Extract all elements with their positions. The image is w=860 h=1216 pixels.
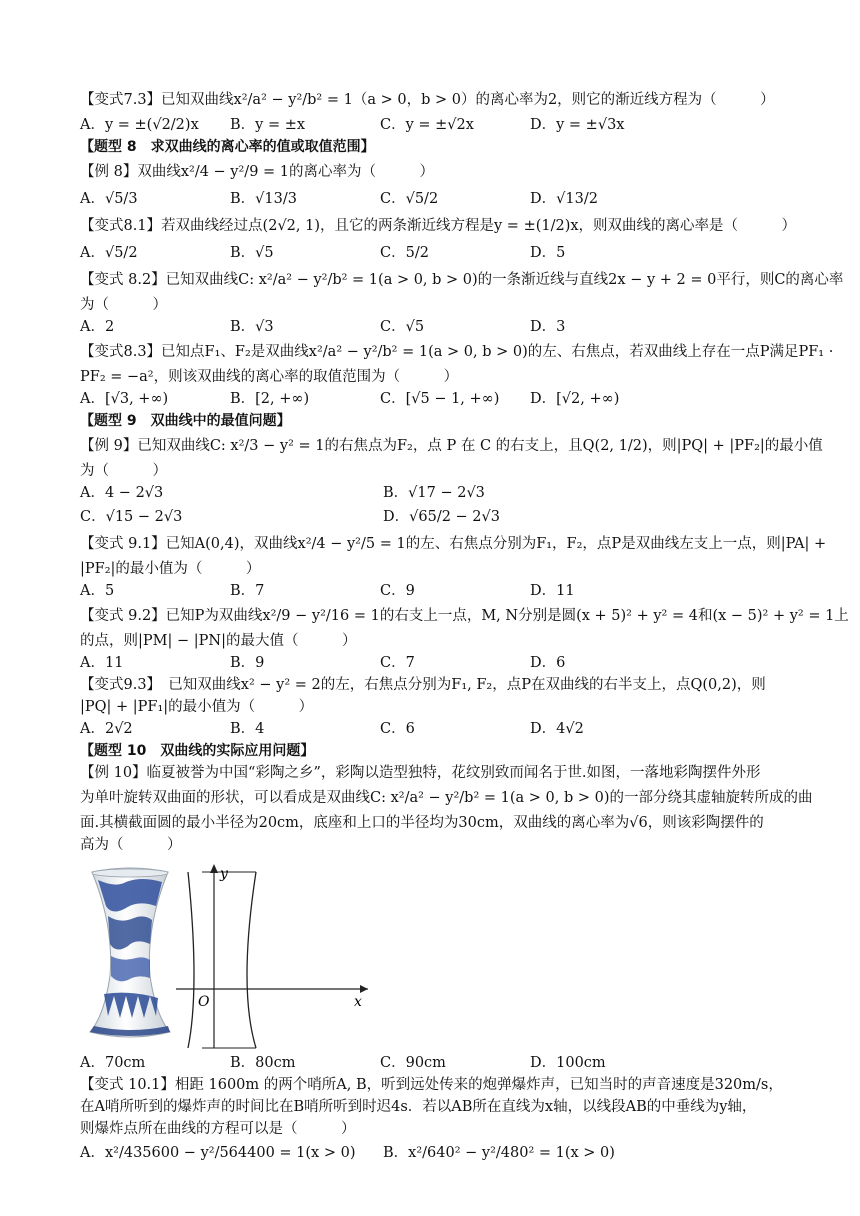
left-branch xyxy=(188,872,194,1048)
options-v8-2 xyxy=(80,316,780,338)
option-d: D．4√2 xyxy=(530,721,584,737)
question-v8-3-line2: PF₂ = −a²，则该双曲线的离心率的取值范围为（ ） xyxy=(80,369,459,385)
options-v9-2 xyxy=(80,652,780,674)
option-b: B．x²/640² − y²/480² = 1(x > 0) xyxy=(383,1145,615,1161)
axis-x-label: x xyxy=(354,994,362,1010)
option-d: D．√13/2 xyxy=(530,191,598,207)
option-d: D．y = ±√3x xyxy=(530,117,625,133)
option-a: A．[√3, +∞) xyxy=(80,391,169,407)
section-heading-9: 【题型 9 双曲线中的最值问题】 xyxy=(80,413,291,429)
option-b: B．√5 xyxy=(230,245,274,261)
option-b: B．80cm xyxy=(230,1055,296,1071)
question-v7-3: 【变式7.3】已知双曲线x²/a² − y²/b² = 1（a > 0，b > 0）的离心率为2，则它的渐近线方程为（ ） xyxy=(80,92,775,108)
options-v10-1 xyxy=(80,1140,780,1166)
question-e8: 【例 8】双曲线x²/4 − y²/9 = 1的离心率为（ ） xyxy=(80,164,435,180)
option-b: B．√13/3 xyxy=(230,191,297,207)
question-e10-line4: 高为（ ） xyxy=(80,837,182,853)
option-a: A．√5/2 xyxy=(80,245,138,261)
question-e10-line2: 为单叶旋转双曲面的形状，可以看成是双曲线C: x²/a² − y²/b² = 1(a > 0, b > 0)的一部分绕其虚轴旋转所成的曲 xyxy=(80,790,813,806)
option-b: B．7 xyxy=(230,583,265,599)
question-v9-2-line2: 的点，则|PM| − |PN|的最大值（ ） xyxy=(80,633,357,649)
option-c: C．√5 xyxy=(380,319,425,335)
option-d: D．3 xyxy=(530,319,566,335)
option-b: B．[2, +∞) xyxy=(230,391,310,407)
option-d: D．√65/2 − 2√3 xyxy=(383,509,500,525)
options-v8-1 xyxy=(80,240,780,266)
option-a: A．√5/3 xyxy=(80,191,138,207)
hyperbola-graph xyxy=(176,862,372,1052)
section-heading-10: 【题型 10 双曲线的实际应用问题】 xyxy=(80,743,315,759)
question-e9-line2: 为（ ） xyxy=(80,463,167,479)
question-v9-2-line1: 【变式 9.2】已知P为双曲线x²/9 − y²/16 = 1的右支上一点，M, N分别是圆(x + 5)² + y² = 4和(x − 5)² + y² = 1上 xyxy=(80,608,849,624)
option-c: C．y = ±√2x xyxy=(380,117,474,133)
question-v9-3-line2: |PQ| + |PF₁|的最小值为（ ） xyxy=(80,699,314,715)
option-c: C．6 xyxy=(380,721,415,737)
question-v8-1: 【变式8.1】若双曲线经过点(2√2, 1)，且它的两条渐近线方程是y = ±(1/2)x，则双曲线的离心率是（ ） xyxy=(80,218,797,234)
figure-row xyxy=(80,862,780,1052)
option-b: B．9 xyxy=(230,655,265,671)
option-c: C．90cm xyxy=(380,1055,446,1071)
option-a: A．x²/435600 − y²/564400 = 1(x > 0) xyxy=(80,1145,356,1161)
option-a: A．11 xyxy=(80,655,124,671)
options-e9-row1 xyxy=(80,482,780,504)
section-heading-8: 【题型 8 求双曲线的离心率的值或取值范围】 xyxy=(80,139,375,155)
question-v9-1-line1: 【变式 9.1】已知A(0,4)，双曲线x²/4 − y²/5 = 1的左、右焦点分别为F₁，F₂，点P是双曲线左支上一点，则|PA| + xyxy=(80,536,827,552)
option-d: D．100cm xyxy=(530,1055,606,1071)
question-e10-line3: 面.其横截面圆的最小半径为20cm，底座和上口的半径均为30cm，双曲线的离心率为√6，则该彩陶摆件的 xyxy=(80,815,764,831)
option-a: A．70cm xyxy=(80,1055,146,1071)
question-v9-1-line2: |PF₂|的最小值为（ ） xyxy=(80,561,261,577)
option-d: D．11 xyxy=(530,583,575,599)
option-b: B．4 xyxy=(230,721,265,737)
option-b: B．y = ±x xyxy=(230,117,306,133)
option-c: C．7 xyxy=(380,655,415,671)
option-c: C．√5/2 xyxy=(380,191,439,207)
option-a: A．5 xyxy=(80,583,115,599)
option-b: B．√3 xyxy=(230,319,274,335)
option-c: C．5/2 xyxy=(380,245,429,261)
origin-label: O xyxy=(198,994,210,1010)
question-v9-3-line1: 【变式9.3】 已知双曲线x² − y² = 2的左，右焦点分别为F₁, F₂，点P在双曲线的右半支上，点Q(0,2)，则 xyxy=(80,677,766,693)
question-v8-2-line2: 为（ ） xyxy=(80,297,167,313)
right-branch xyxy=(247,872,256,1048)
option-a: A．4 − 2√3 xyxy=(80,485,164,501)
options-v9-3 xyxy=(80,718,780,740)
option-b: B．√17 − 2√3 xyxy=(383,485,485,501)
option-c: C．√15 − 2√3 xyxy=(80,509,183,525)
options-v8-3 xyxy=(80,388,780,410)
option-c: C．[√5 − 1, +∞) xyxy=(380,391,500,407)
options-e9-row2 xyxy=(80,504,780,530)
question-v10-1-line3: 则爆炸点所在曲线的方程可以是（ ） xyxy=(80,1121,356,1137)
option-d: D．[√2, +∞) xyxy=(530,391,620,407)
question-v10-1-line2: 在A哨所听到的爆炸声的时间比在B哨所听到时迟4s．若以AB所在直线为x轴，以线段AB的中垂线为y轴， xyxy=(80,1099,757,1115)
question-e10-line1: 【例 10】临夏被誉为中国“彩陶之乡”，彩陶以造型独特，花纹别致而闻名于世.如图，一落地彩陶摆件外形 xyxy=(80,765,761,781)
options-v7-3 xyxy=(80,114,780,136)
options-v9-1 xyxy=(80,580,780,602)
axis-y-label: y xyxy=(220,866,228,882)
option-a: A．y = ±(√2/2)x xyxy=(80,117,199,133)
question-v10-1-line1: 【变式 10.1】相距 1600m 的两个哨所A, B，听到远处传来的炮弹爆炸声，已知当时的声音速度是320m/s， xyxy=(80,1077,783,1093)
question-v8-3-line1: 【变式8.3】已知点F₁、F₂是双曲线x²/a² − y²/b² = 1(a > 0, b > 0)的左、右焦点，若双曲线上存在一点P满足PF₁ · xyxy=(80,344,834,360)
option-d: D．5 xyxy=(530,245,566,261)
question-v8-2-line1: 【变式 8.2】已知双曲线C: x²/a² − y²/b² = 1(a > 0, b > 0)的一条渐近线与直线2x − y + 2 = 0平行，则C的离心率 xyxy=(80,272,844,288)
option-d: D．6 xyxy=(530,655,566,671)
document-page xyxy=(80,86,849,1166)
options-e8 xyxy=(80,186,780,212)
question-e9-line1: 【例 9】已知双曲线C: x²/3 − y² = 1的右焦点为F₂，点 P 在 C 的右支上，且Q(2, 1/2)，则|PQ| + |PF₂|的最小值 xyxy=(80,438,823,454)
option-a: A．2√2 xyxy=(80,721,133,737)
options-e10 xyxy=(80,1052,780,1074)
vase-image xyxy=(86,866,174,1038)
option-a: A．2 xyxy=(80,319,115,335)
option-c: C．9 xyxy=(380,583,415,599)
